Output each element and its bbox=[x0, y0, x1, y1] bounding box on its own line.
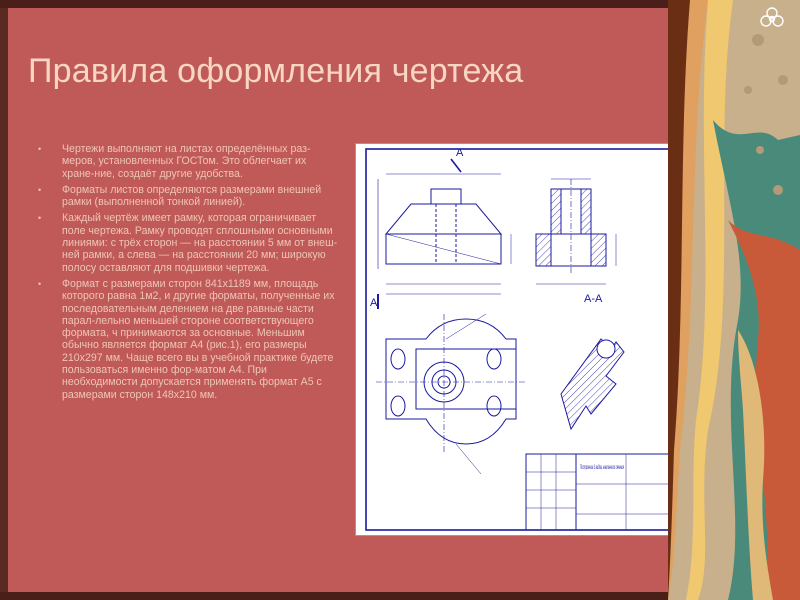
decorative-side-panel bbox=[668, 0, 800, 600]
bullet-icon: • bbox=[38, 144, 42, 154]
bullet-text: Чертежи выполняют на листах определённых раз-меров, установленных ГОСТом. Это облегчает их хране-ние, создаёт другие удобства. bbox=[62, 143, 311, 180]
slide-frame-top bbox=[0, 0, 668, 8]
title-block-text: Построение 3 видов, наклонного сечения bbox=[580, 465, 625, 471]
bullet-item bbox=[38, 212, 338, 273]
bullet-text: Форматы листов определяются размерами внешней рамки (выполненной тонкой линией). bbox=[62, 183, 322, 209]
ornament-icon bbox=[757, 4, 787, 34]
decorative-ornament bbox=[668, 0, 800, 600]
bullet-text: Каждый чертёж имеет рамку, которая ограничивает поле чертежа. Рамку проводят сплошными основными линиями: с трёх сторон — на расстоянии 5 мм от внеш-ней рамки, а слева — на расстоянии 20 мм; широкую полосу оставляют для подшивки чертежа. bbox=[62, 212, 338, 274]
section-view-label: А-А bbox=[584, 293, 603, 305]
slide-title: Правила оформления чертежа bbox=[28, 52, 524, 90]
section-mark-label: А bbox=[456, 147, 464, 159]
slide-frame-bottom bbox=[0, 592, 668, 600]
bullet-item bbox=[38, 184, 338, 209]
bullet-text: Формат с размерами сторон 841х1189 мм, площадь которого равна 1м2, и другие форматы, полученные их последовательным делением на две равные части парал-лельно меньшей стороне соответствующего формата, ч принимаются за основные. Меньшим обычно является формат А4 (рис.1), его размеры 210х297 мм. Чаще всего вы в учебной практике будете пользоваться именно фор-матом А4. При необходимости допускается применять формат А5 с размерами сторон 148х210 мм. bbox=[62, 277, 335, 401]
section-mark-label-left: А bbox=[370, 297, 378, 309]
side-view bbox=[536, 179, 616, 284]
bullet-list bbox=[38, 143, 338, 405]
front-view bbox=[378, 174, 511, 294]
technical-drawing-svg bbox=[356, 144, 676, 535]
bullet-icon: • bbox=[38, 278, 42, 289]
section-a-a bbox=[561, 339, 624, 429]
bullet-item bbox=[38, 278, 338, 401]
top-view bbox=[376, 314, 526, 474]
bullet-icon: • bbox=[38, 213, 42, 224]
bullet-icon: • bbox=[38, 184, 42, 195]
bullet-item bbox=[38, 143, 338, 180]
technical-drawing bbox=[355, 143, 677, 536]
